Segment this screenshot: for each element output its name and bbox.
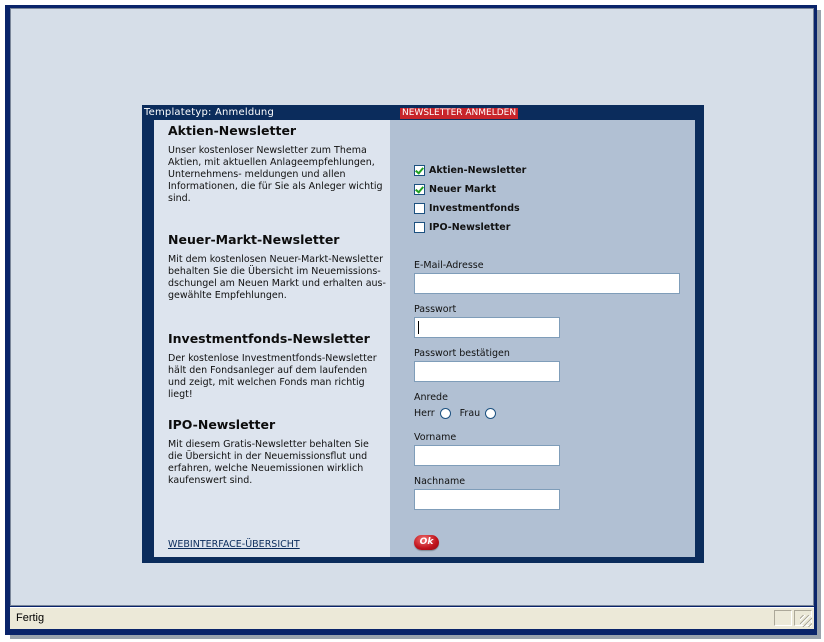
newsletter-title-neuer-markt: Neuer-Markt-Newsletter xyxy=(168,232,340,247)
resize-grip-icon[interactable] xyxy=(800,615,812,627)
window-shadow-right xyxy=(817,10,821,638)
checkbox-label-ipo: IPO-Newsletter xyxy=(429,221,511,233)
lastname-label: Nachname xyxy=(414,476,466,487)
newsletter-desc-ipo: Mit diesem Gratis-Newsletter behalten Sie die Übersicht in der Neuemissionsflut und erfahren, welche Neuemissionen wirklich kaufenswert sind. xyxy=(168,439,369,486)
status-bar xyxy=(10,607,814,629)
status-text: Fertig xyxy=(16,612,45,624)
webinterface-overview-link[interactable]: WEBINTERFACE-ÜBERSICHT xyxy=(168,539,300,550)
lastname-field[interactable] xyxy=(414,489,560,510)
template-type-label: Templatetyp: Anmeldung xyxy=(144,107,274,118)
newsletter-descriptions xyxy=(154,120,390,557)
subscription-neuer-markt[interactable] xyxy=(414,182,496,196)
subscription-investmentfonds[interactable] xyxy=(414,201,520,215)
email-field[interactable] xyxy=(414,273,680,294)
checkbox-aktien[interactable] xyxy=(414,165,425,176)
salutation-herr-label: Herr xyxy=(414,408,435,419)
newsletter-desc-neuer-markt: Mit dem kostenlosen Neuer-Markt-Newsletter behalten Sie die Übersicht im Neuemissions- dschungel am Neuen Markt und erhalten aus- gewählte Empfehlungen. xyxy=(168,254,386,301)
text-cursor xyxy=(418,321,419,334)
signup-form xyxy=(390,120,695,557)
password-field[interactable] xyxy=(414,317,560,338)
subscription-ipo[interactable] xyxy=(414,220,510,234)
checkbox-investmentfonds[interactable] xyxy=(414,203,425,214)
salutation-frau-radio[interactable] xyxy=(485,408,496,419)
newsletter-title-investmentfonds: Investmentfonds-Newsletter xyxy=(168,331,370,346)
checkbox-label-neuer-markt: Neuer Markt xyxy=(429,183,497,195)
newsletter-title-ipo: IPO-Newsletter xyxy=(168,417,276,432)
window-shadow-bottom xyxy=(10,635,821,639)
checkbox-ipo[interactable] xyxy=(414,222,425,233)
newsletter-panel xyxy=(142,105,704,563)
newsletter-signup-heading: NEWSLETTER ANMELDEN xyxy=(402,108,517,118)
salutation-frau-label: Frau xyxy=(459,408,481,419)
page-viewport xyxy=(10,8,814,606)
checkbox-neuer-markt[interactable] xyxy=(414,184,425,195)
checkbox-label-investmentfonds: Investmentfonds xyxy=(429,202,520,214)
checkbox-label-aktien: Aktien-Newsletter xyxy=(429,164,527,176)
salutation-herr-radio[interactable] xyxy=(440,408,451,419)
newsletter-desc-aktien: Unser kostenloser Newsletter zum Thema Aktien, mit aktuellen Anlageempfehlungen, Unternehmens- meldungen und allen Informationen, die für Sie als Anleger wichtig sind. xyxy=(168,145,383,204)
password-label: Passwort xyxy=(414,304,457,315)
password-confirm-label: Passwort bestätigen xyxy=(414,348,510,359)
newsletter-title-aktien: Aktien-Newsletter xyxy=(168,123,297,138)
newsletter-desc-investmentfonds: Der kostenlose Investmentfonds-Newsletter hält den Fondsanleger auf dem laufenden und zeigt, mit welchen Fonds man richtig liegt! xyxy=(168,353,377,400)
firstname-label: Vorname xyxy=(414,432,457,443)
salutation-options xyxy=(414,408,505,419)
ok-button[interactable]: Ok xyxy=(414,535,439,550)
subscription-aktien[interactable] xyxy=(414,163,526,177)
password-confirm-field[interactable] xyxy=(414,361,560,382)
email-label: E-Mail-Adresse xyxy=(414,260,484,271)
status-pane xyxy=(774,610,792,626)
firstname-field[interactable] xyxy=(414,445,560,466)
salutation-label: Anrede xyxy=(414,392,448,403)
